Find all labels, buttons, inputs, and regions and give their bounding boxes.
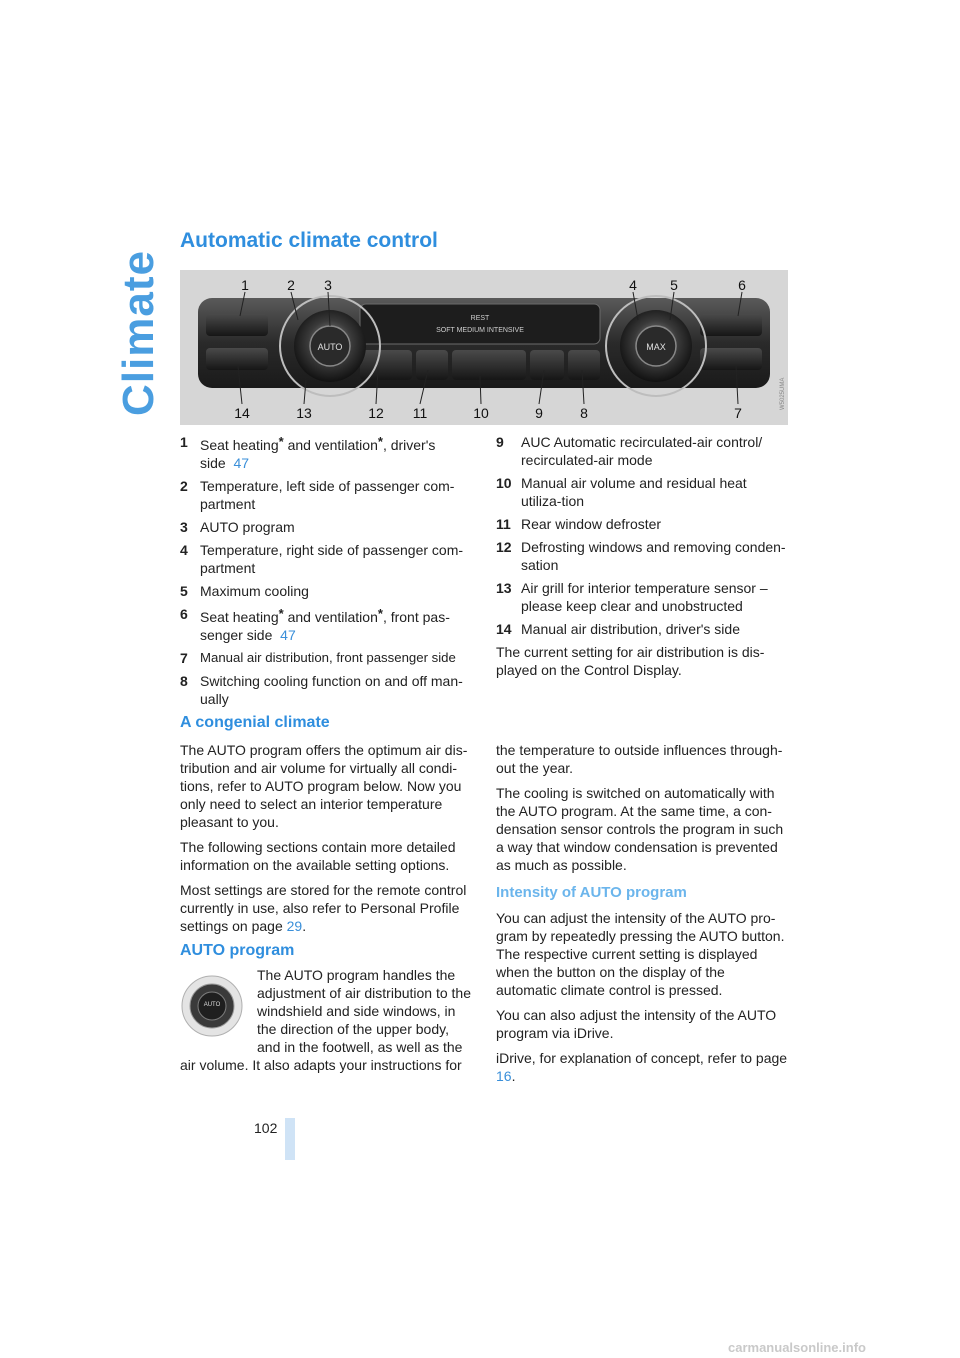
rear-defrost-button [416,350,448,380]
legend-num: 10 [496,475,512,491]
chapter-tab-label: Climate [114,250,163,416]
legend-text: Seat heating* and ventilation*, front pas-senger side 47 [200,606,450,643]
legend-item-9 [496,433,788,469]
auto-button-icon [180,970,244,1040]
heading-intensity: Intensity of AUTO program [496,884,687,901]
defrost-button [360,350,412,380]
legend-text: Switching cooling function on and off man-ually [200,673,463,707]
legend-num: 5 [180,583,188,599]
legend-item-3 [180,518,476,536]
legend-num: 13 [496,580,512,596]
callout-1: 1 [241,277,249,293]
paragraph: The AUTO program offers the optimum air dis-tribution and air volume for virtually all condi-tions, refer to AUTO program below. Now you only need to select an interior temperature pleasant to you. [180,742,468,830]
legend-item-8 [180,672,476,708]
seat-button-driver [206,314,268,336]
callout-14: 14 [234,405,250,421]
right-column-body [496,741,788,881]
legend-text: Maximum cooling [200,583,309,599]
callout-4: 4 [629,277,637,293]
legend-item-5 [180,582,476,600]
page-link-16[interactable]: 16 [496,1068,512,1084]
recirc-button [530,350,564,380]
air-dist-button-passenger [700,348,762,370]
callout-6: 6 [738,277,746,293]
chapter-tab [112,224,162,424]
legend-num: 3 [180,519,188,535]
ac-button [568,350,600,380]
callout-12: 12 [368,405,384,421]
heading-congenial-climate: A congenial climate [180,714,330,731]
legend-num: 1 [180,434,188,450]
callout-9: 9 [535,405,543,421]
air-distribution-note: The current setting for air distribution is dis-played on the Control Display. [496,644,765,678]
legend-item-4 [180,541,476,577]
page-link-47[interactable]: 47 [233,455,250,471]
legend-text: Manual air distribution, driver's side [521,621,740,637]
air-dist-button-driver [206,348,268,370]
legend-num: 2 [180,478,188,494]
callout-10: 10 [473,405,489,421]
callout-8: 8 [580,405,588,421]
display-text-2: SOFT MEDIUM INTENSIVE [436,327,524,334]
callout-7: 7 [734,405,742,421]
auto-body-tail: air volume. It also adapts your instructions for [180,1057,462,1073]
legend-text: Temperature, right side of passenger com-partment [200,542,464,576]
legend-item-7 [180,649,476,667]
legend-num: 11 [496,516,511,532]
auto-icon-label: AUTO [203,1002,221,1008]
figure-code: W5025UMA [780,377,786,410]
legend-text: Temperature, left side of passenger com-partment [200,478,455,512]
legend-item-1 [180,433,476,472]
page-number: 102 [254,1120,278,1136]
legend-list-left [180,433,476,713]
callout-2: 2 [287,277,295,293]
legend-num: 14 [496,621,512,637]
seat-button-passenger [700,314,762,336]
legend-num: 8 [180,673,188,689]
paragraph: iDrive, for explanation of concept, refer to page 16. [496,1050,788,1084]
legend-text: Seat heating* and ventilation*, driver's side 47 [200,434,436,471]
page-title: Automatic climate control [180,229,438,252]
heading-auto-program: AUTO program [180,942,295,959]
legend-item-13 [496,579,788,615]
legend-text: Manual air volume and residual heat utiliza-tion [521,475,747,509]
legend-num: 7 [180,650,188,666]
climate-panel-figure [180,270,788,425]
air-volume-button [452,350,526,380]
legend-text: Defrosting windows and removing conden-sation [521,539,786,573]
legend-text: Rear window defroster [521,516,662,532]
callout-11: 11 [412,405,428,421]
legend-item-14 [496,620,788,638]
callout-5: 5 [670,277,678,293]
legend-list-right [496,433,788,684]
panel-display [360,304,600,344]
paragraph: You can also adjust the intensity of the AUTO program via iDrive. [496,1007,777,1041]
legend-text: AUTO program [200,519,295,535]
legend-text: Manual air distribution, front passenger side [200,650,456,665]
callout-3: 3 [324,277,332,293]
legend-text: Air grill for interior temperature sensor – please keep clear and unobstructed [521,580,768,614]
paragraph: The cooling is switched on automatically with the AUTO program. At the same time, a con-densation sensor controls the program in such a way that window condensation is prevented as much as possible. [496,785,784,873]
congenial-body [180,741,474,942]
legend-num: 6 [180,606,188,622]
intensity-body [496,909,788,1092]
callout-13: 13 [296,405,312,421]
paragraph: You can adjust the intensity of the AUTO pro-gram by repeatedly pressing the AUTO button. The respective current setting is displayed when the button on the display of the automatic climate control is pressed. [496,910,785,998]
page-marker-bar [285,1118,295,1160]
legend-item-11 [496,515,788,533]
auto-label: AUTO [317,342,343,352]
auto-body-indented: The AUTO program handles the adjustment of air distribution to the windshield and side windows, in the direction of the upper body, and in the footwell, as well as the [257,967,472,1055]
display-text-1: REST [470,315,490,322]
page-link-47[interactable]: 47 [280,627,296,643]
legend-item-12 [496,538,788,574]
climate-panel-illustration [180,270,788,425]
page-link-29[interactable]: 29 [286,918,303,934]
legend-item-2 [180,477,476,513]
legend-num: 4 [180,542,188,558]
paragraph: The following sections contain more detailed information on the available setting options. [180,839,456,873]
legend-num: 9 [496,434,504,450]
footer-watermark: carmanualsonline.info [728,1340,866,1355]
max-label: MAX [646,342,666,352]
paragraph: Most settings are stored for the remote control currently in use, also refer to Personal Profile settings on page 29. [180,882,467,934]
paragraph: the temperature to outside influences through-out the year. [496,742,783,776]
legend-num: 12 [496,539,512,555]
legend-text: AUC Automatic recirculated-air control/ recirculated-air mode [521,434,763,468]
legend-item-10 [496,474,788,510]
legend-item-6 [180,605,476,644]
